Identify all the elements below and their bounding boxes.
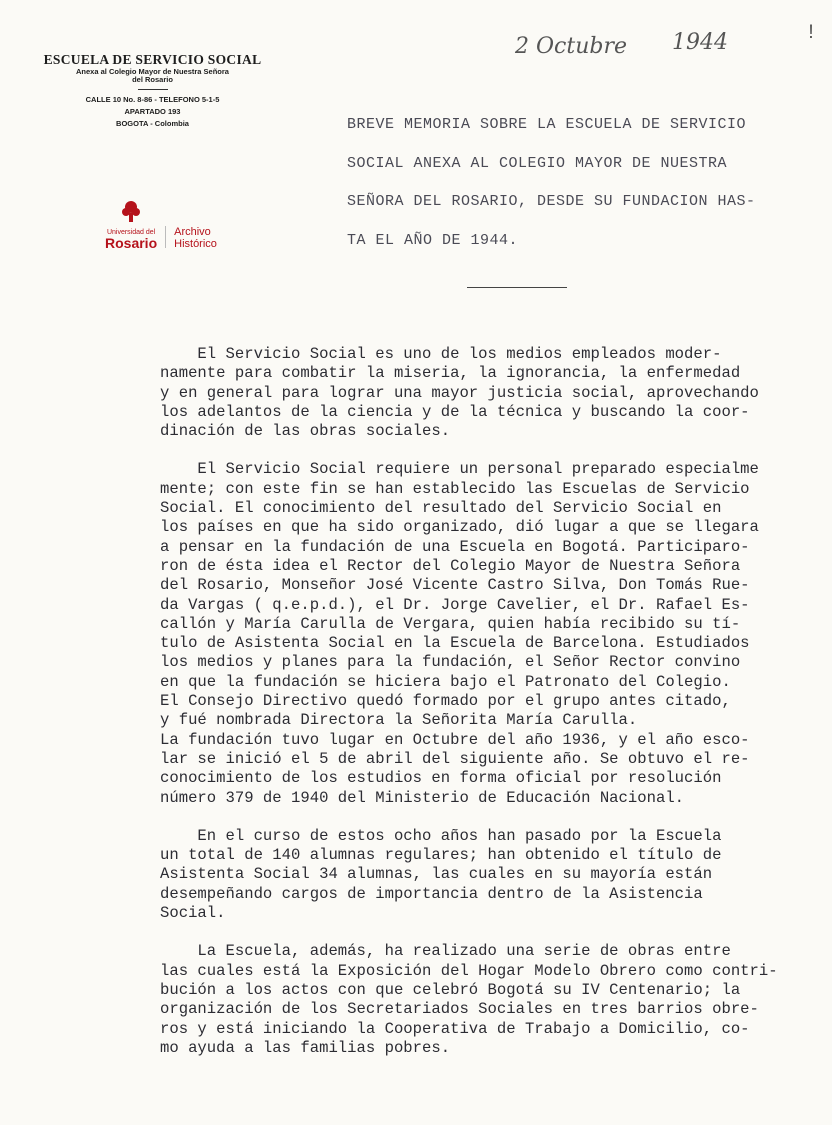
text-line: los medios y planes para la fundación, el Señor Rector convino bbox=[160, 653, 741, 672]
title-line: SOCIAL ANEXA AL COLEGIO MAYOR DE NUESTRA bbox=[347, 154, 728, 172]
letterhead bbox=[30, 52, 275, 130]
text-line: El Servicio Social requiere un personal preparado especialme bbox=[160, 460, 759, 479]
logo-university-name: Rosario bbox=[105, 235, 158, 251]
text-line: y en general para lograr una mayor justicia social, aprovechando bbox=[160, 383, 759, 402]
handwritten-mark: ! bbox=[805, 22, 818, 45]
title-divider bbox=[467, 287, 567, 288]
letterhead-name: ESCUELA DE SERVICIO SOCIAL bbox=[43, 52, 262, 67]
text-line: da Vargas ( q.e.p.d.), el Dr. Jorge Cavelier, el Dr. Rafael Es- bbox=[160, 595, 750, 614]
letterhead-subtitle: Anexa al Colegio Mayor de Nuestra Señora bbox=[76, 67, 229, 76]
letterhead-address: CALLE 10 No. 8-86 - TELEFONO 5-1-5 bbox=[85, 95, 220, 104]
text-line: número 379 de 1940 del Ministerio de Educación Nacional. bbox=[160, 788, 685, 807]
text-line: organización de los Secretariados Sociales en tres barrios obre- bbox=[160, 1000, 759, 1019]
document-title bbox=[347, 116, 756, 270]
text-line: a pensar en la fundación de una Escuela en Bogotá. Participaro- bbox=[160, 537, 750, 556]
handwritten-date: 2 Octubre bbox=[515, 34, 627, 59]
text-line: La Escuela, además, ha realizado una serie de obras entre bbox=[160, 942, 731, 961]
text-line: Asistenta Social 34 alumnas, las cuales en su mayoría están bbox=[160, 865, 713, 884]
handwritten-year: 1944 bbox=[672, 30, 728, 55]
logo-separator bbox=[165, 226, 166, 248]
logo-university-small: Universidad del bbox=[106, 229, 156, 236]
document-body bbox=[160, 345, 778, 1077]
text-line: ros y está iniciando la Cooperativa de Trabajo a Domicilio, co- bbox=[160, 1019, 750, 1038]
archive-logo bbox=[105, 198, 217, 250]
text-line: conocimiento de los estudios en forma oficial por resolución bbox=[160, 769, 722, 788]
text-line: tulo de Asistenta Social en la Escuela de Barcelona. Estudiados bbox=[160, 634, 750, 653]
paragraph bbox=[160, 345, 778, 441]
paragraph bbox=[160, 460, 778, 807]
logo-historic-label: Histórico bbox=[174, 238, 217, 250]
text-line: callón y María Carulla de Vergara, quien había recibido su tí- bbox=[160, 614, 741, 633]
paragraph bbox=[160, 827, 778, 923]
letterhead-apartado: APARTADO 193 bbox=[124, 107, 181, 116]
text-line: Social. El conocimiento del resultado del Servicio Social en bbox=[160, 499, 722, 518]
text-line: El Servicio Social es uno de los medios empleados moder- bbox=[160, 345, 722, 363]
text-line: las cuales está la Exposición del Hogar Modelo Obrero como contri- bbox=[160, 961, 778, 980]
text-line: desempeñando cargos de importancia dentro de la Asistencia bbox=[160, 884, 703, 903]
title-line: BREVE MEMORIA SOBRE LA ESCUELA DE SERVICIO bbox=[347, 116, 747, 133]
text-line: ron de ésta idea el Rector del Colegio Mayor de Nuestra Señora bbox=[160, 556, 741, 575]
text-line: La fundación tuvo lugar en Octubre del año 1936, y el año esco- bbox=[160, 730, 750, 749]
text-line: en que la fundación se hiciera bajo el Patronato del Colegio. bbox=[160, 672, 731, 691]
text-line: del Rosario, Monseñor José Vicente Castro Silva, Don Tomás Rue- bbox=[160, 576, 750, 595]
text-line: y fué nombrada Directora la Señorita María Carulla. bbox=[160, 711, 638, 730]
text-line: El Consejo Directivo quedó formado por el grupo antes citado, bbox=[160, 692, 731, 711]
title-line: SEÑORA DEL ROSARIO, DESDE SU FUNDACION HAS- bbox=[347, 193, 756, 210]
title-line: TA EL AÑO DE 1944. bbox=[347, 231, 519, 249]
letterhead-divider bbox=[138, 89, 168, 90]
text-line: un total de 140 alumnas regulares; han obtenido el título de bbox=[160, 846, 722, 865]
text-line: mente; con este fin se han establecido las Escuelas de Servicio bbox=[160, 479, 750, 498]
text-line: namente para combatir la miseria, la ignorancia, la enfermedad bbox=[160, 364, 741, 383]
logo-archive-label: Archivo bbox=[174, 226, 211, 238]
text-line: dinación de las obras sociales. bbox=[160, 422, 451, 441]
text-line: Social. bbox=[160, 904, 226, 923]
text-line: bución a los actos con que celebró Bogotá su IV Centenario; la bbox=[160, 980, 741, 999]
text-line: mo ayuda a las familias pobres. bbox=[160, 1038, 451, 1057]
text-line: En el curso de estos ocho años han pasado por la Escuela bbox=[160, 826, 722, 845]
text-line: los países en que ha sido organizado, dió lugar a que se llegara bbox=[160, 518, 759, 537]
letterhead-city: BOGOTA - Colombia bbox=[116, 119, 189, 128]
text-line: los adelantos de la ciencia y de la técnica y buscando la coor- bbox=[160, 402, 750, 421]
rosario-crest-icon bbox=[118, 198, 144, 224]
paragraph bbox=[160, 942, 778, 1058]
letterhead-subtitle-2: del Rosario bbox=[132, 75, 173, 84]
text-line: lar se inició el 5 de abril del siguiente año. Se obtuvo el re- bbox=[160, 749, 750, 768]
